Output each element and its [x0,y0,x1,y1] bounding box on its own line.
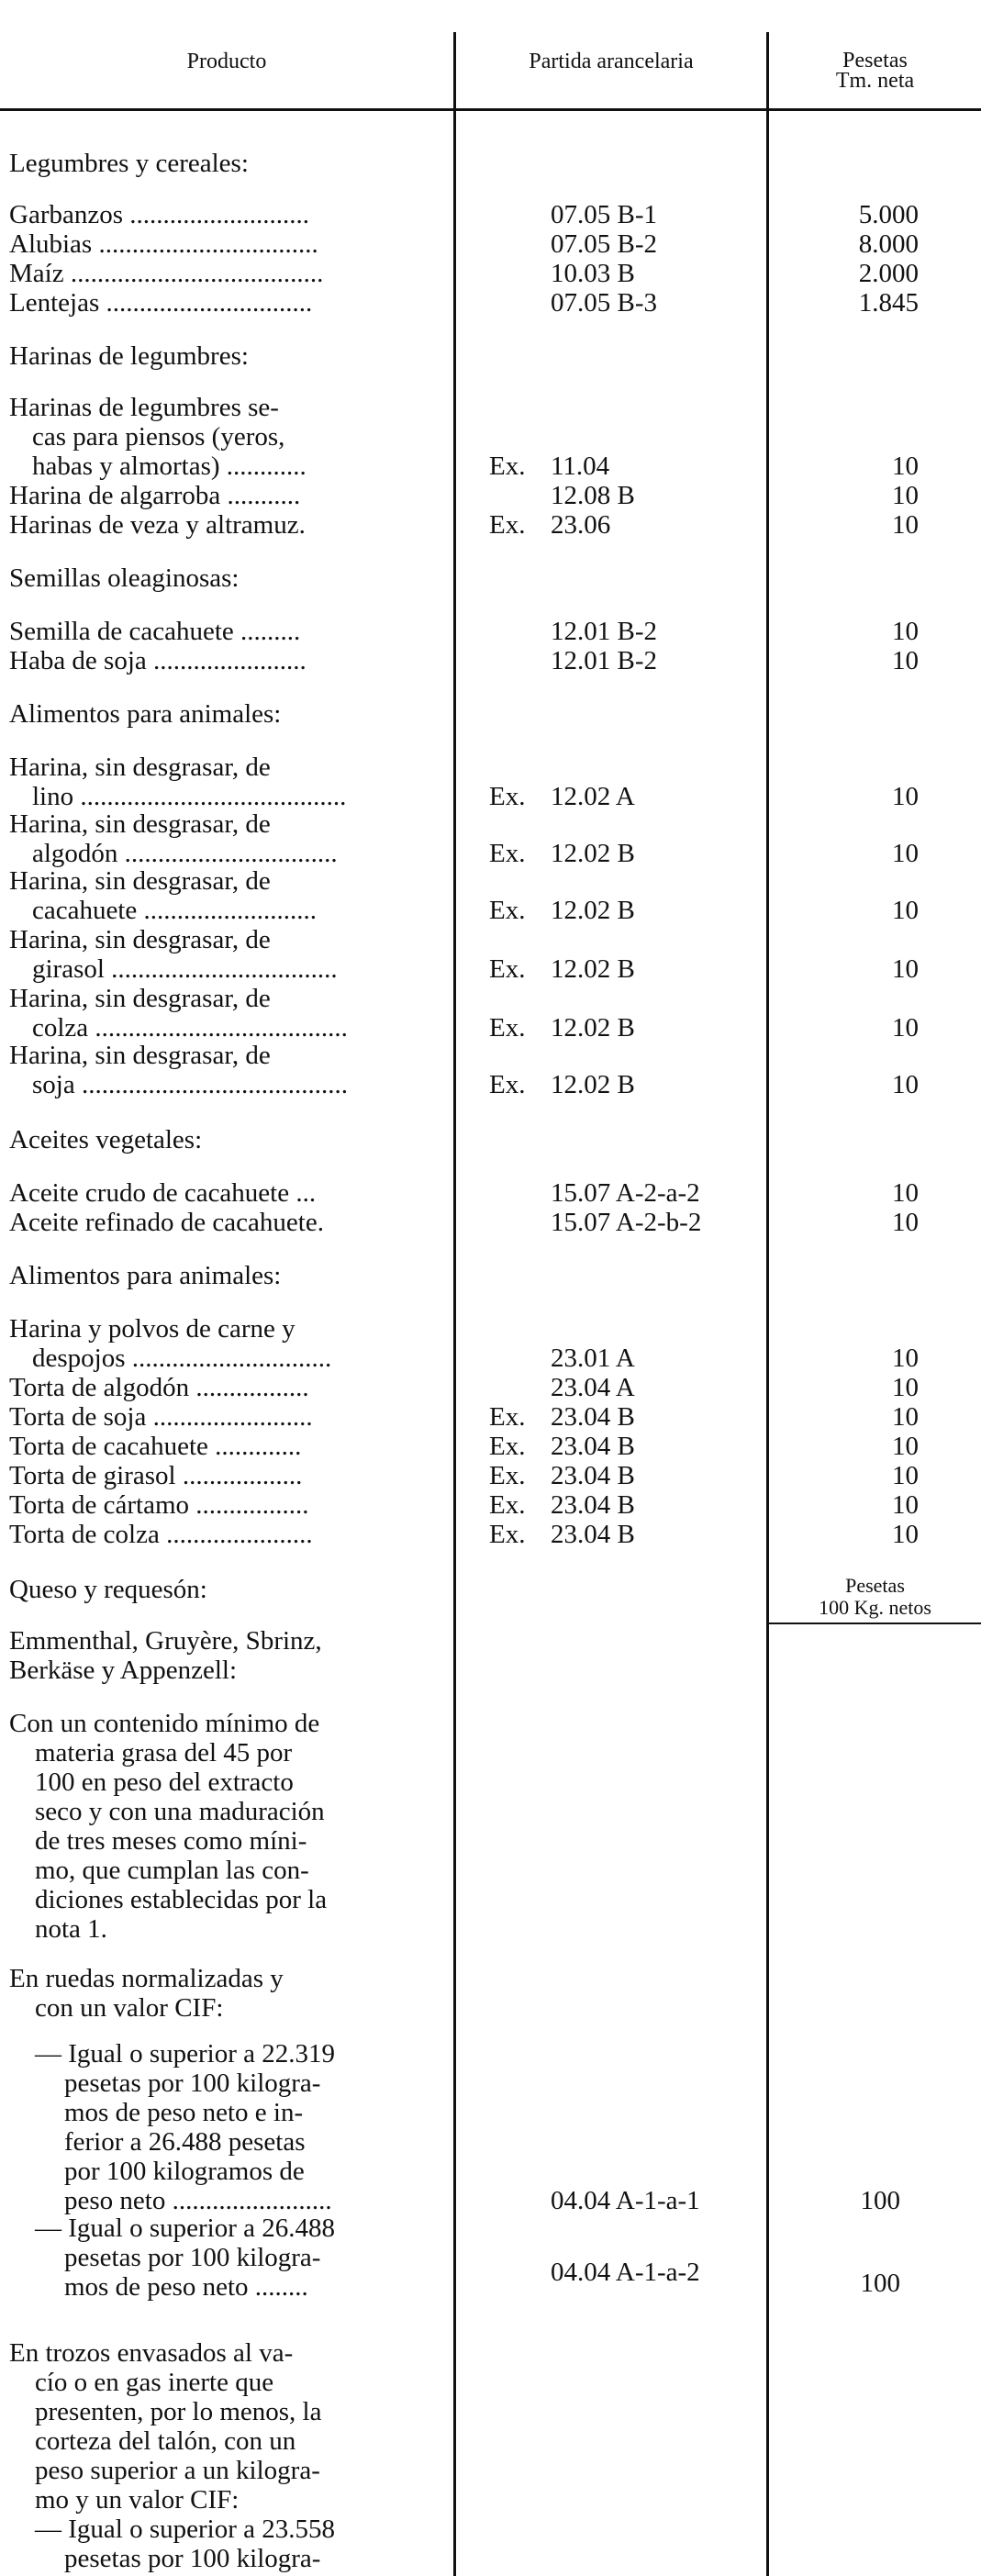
product-label: Torta de soja ........................ [9,1402,313,1432]
table-row [0,452,981,481]
table-row [0,510,981,540]
tariff-code: 12.02 A [551,782,635,811]
text-line: pesetas por 100 kilogra- [64,2544,321,2573]
price-value: 10 [892,1490,919,1520]
text-line: pesetas por 100 kilogra- [64,2069,321,2098]
ex-marker: Ex. [489,782,526,811]
text-line: presenten, por lo menos, la [35,2397,322,2426]
tariff-code: 12.02 B [551,1013,635,1043]
tariff-code: 12.01 B-2 [551,646,657,675]
price-value: 10 [892,452,919,481]
table-row [0,1490,981,1520]
text-line: — Igual o superior a 22.319 [35,2039,335,2069]
paragraph-trozos [0,2338,321,2515]
tariff-code: 12.08 B [551,481,635,510]
product-label: despojos .............................. [32,1344,332,1373]
table-row [0,288,981,318]
product-label: colza ...................................... [32,1013,348,1043]
price-value: 100 [860,2186,900,2215]
emmenthal-line2: Berkäse y Appenzell: [9,1656,238,1685]
product-label: habas y almortas) ............ [32,452,307,481]
text-line: mos de peso neto ........ [64,2272,308,2302]
text-line: 100 en peso del extracto [35,1768,294,1797]
product-label: Harinas de veza y altramuz. [9,510,306,540]
tariff-code: 07.05 B-1 [551,200,657,229]
list-item [0,2515,335,2573]
price-value: 10 [892,1520,919,1549]
price-value: 2.000 [858,259,919,288]
price-value: 10 [892,1208,919,1237]
table-row [0,839,981,868]
unit-header [769,1575,981,1619]
section-alimentos-2: Alimentos para animales: [9,1261,282,1290]
text-line: de tres meses como míni- [35,1826,307,1856]
text-line: pesetas por 100 kilogra- [64,2243,321,2272]
section-legumbres: Legumbres y cereales: [9,149,249,178]
table-row [0,954,981,984]
ex-marker: Ex. [489,1490,526,1520]
product-label: Aceite crudo de cacahuete ... [9,1178,317,1208]
ex-marker: Ex. [489,839,526,868]
table-row [0,1041,981,1070]
emmenthal-line1: Emmenthal, Gruyère, Sbrinz, [9,1626,322,1656]
table-row [0,1402,981,1432]
price-value: 10 [892,1373,919,1402]
section-semillas: Semillas oleaginosas: [9,563,240,593]
text-line: — Igual o superior a 23.558 [35,2515,335,2544]
product-label: soja ........................................ [32,1070,348,1099]
price-value: 10 [892,1402,919,1432]
header-pesetas [769,50,981,91]
product-label: cacahuete .......................... [32,896,318,925]
tariff-code: 23.04 B [551,1432,635,1461]
table-row [0,646,981,675]
table-row [0,1208,981,1237]
price-value: 10 [892,896,919,925]
table-row [0,984,981,1013]
tariff-code: 15.07 A-2-a-2 [551,1178,700,1208]
section-alimentos-1: Alimentos para animales: [9,699,282,729]
unit-line1: Pesetas [845,1574,905,1597]
price-value: 10 [892,481,919,510]
header-pesetas-line1: Pesetas [842,49,908,72]
price-value: 10 [892,1461,919,1490]
tariff-code: 12.02 B [551,1070,635,1099]
price-value: 10 [892,646,919,675]
product-label: Torta de algodón ................. [9,1373,309,1402]
text-line: mo y un valor CIF: [35,2485,240,2515]
tariff-code: 23.04 B [551,1490,635,1520]
tariff-code: 15.07 A-2-b-2 [551,1208,702,1237]
table-row [0,1520,981,1549]
text-line: diciones establecidas por la [35,1885,328,1914]
product-label: Torta de cacahuete ............. [9,1432,302,1461]
product-label: Harina, sin desgrasar, de [9,809,271,839]
tariff-code: 23.04 B [551,1461,635,1490]
product-label: Alubias ................................. [9,229,318,259]
table-row [0,229,981,259]
ex-marker: Ex. [489,1520,526,1549]
header-rule [0,108,981,111]
product-label: Torta de cártamo ................. [9,1490,309,1520]
section-queso: Queso y requesón: [9,1575,207,1604]
unit-rule [767,1623,981,1624]
header-product: Producto [186,50,267,73]
table-row [0,1314,981,1344]
product-label: Lentejas ............................... [9,288,313,318]
text-line: con un valor CIF: [35,1993,224,2023]
price-value: 10 [892,1432,919,1461]
price-value: 10 [892,1344,919,1373]
price-value: 10 [892,1013,919,1043]
product-label: lino ........................................ [32,782,347,811]
paragraph-contenido [0,1709,327,1944]
price-value: 10 [892,782,919,811]
table-row [0,753,981,782]
text-line: peso neto ........................ [64,2186,332,2215]
tariff-code: 04.04 A-1-a-1 [551,2186,700,2215]
product-label: Harinas de legumbres se- [9,393,279,422]
price-value: 10 [892,617,919,646]
ex-marker: Ex. [489,954,526,984]
product-label: Harina, sin desgrasar, de [9,753,271,782]
text-line: corteza del talón, con un [35,2426,296,2456]
tariff-code: 23.04 B [551,1520,635,1549]
tariff-code: 11.04 [551,452,610,481]
product-label: Harina, sin desgrasar, de [9,984,271,1013]
price-value: 10 [892,1070,919,1099]
table-row [0,200,981,229]
tariff-code: 12.02 B [551,839,635,868]
price-value: 100 [860,2269,900,2298]
table-row [0,1178,981,1208]
price-value: 10 [892,510,919,540]
table-row [0,925,981,954]
ex-marker: Ex. [489,1070,526,1099]
table-row [0,422,981,452]
product-label: Harina y polvos de carne y [9,1314,295,1344]
table-row [0,1461,981,1490]
section-aceites: Aceites vegetales: [9,1125,203,1154]
paragraph-ruedas [0,1964,284,2023]
table-row [0,782,981,811]
product-label: Haba de soja ....................... [9,646,307,675]
unit-line2: 100 Kg. netos [819,1596,931,1619]
text-line: por 100 kilogramos de [64,2157,305,2186]
ex-marker: Ex. [489,1402,526,1432]
text-line: En ruedas normalizadas y [9,1964,284,1993]
tariff-code: 23.06 [551,510,611,540]
table-row [0,2186,981,2215]
tariff-code: 12.01 B-2 [551,617,657,646]
ex-marker: Ex. [489,452,526,481]
text-line: nota 1. [35,1914,107,1944]
text-line: materia grasa del 45 por [35,1738,293,1768]
tariff-code: 23.04 A [551,1373,635,1402]
tariff-code: 23.01 A [551,1344,635,1373]
text-line: mo, que cumplan las con- [35,1856,309,1885]
product-label: Torta de girasol .................. [9,1461,303,1490]
ex-marker: Ex. [489,1461,526,1490]
product-label: Torta de colza ...................... [9,1520,313,1549]
header-tariff: Partida arancelaria [529,50,694,73]
product-label: Maíz ...................................... [9,259,324,288]
tariff-code: 23.04 B [551,1402,635,1432]
product-label: Harina, sin desgrasar, de [9,925,271,954]
table-row [0,1432,981,1461]
product-label: Garbanzos ........................... [9,200,310,229]
tariff-code: 12.02 B [551,896,635,925]
table-row [0,1344,981,1373]
table-row [0,617,981,646]
price-value: 1.845 [858,288,919,318]
product-label: Aceite refinado de cacahuete. [9,1208,324,1237]
text-line: ferior a 26.488 pesetas [64,2127,306,2157]
price-value: 10 [892,1178,919,1208]
tariff-code: 04.04 A-1-a-2 [551,2258,700,2287]
product-label: cas para piensos (yeros, [32,422,285,452]
text-line: peso superior a un kilogra- [35,2456,320,2485]
price-value: 10 [892,954,919,984]
ex-marker: Ex. [489,510,526,540]
table-row [0,481,981,510]
tariff-code: 07.05 B-3 [551,288,657,318]
text-line: seco y con una maduración [35,1797,325,1826]
table-row [0,1373,981,1402]
price-value: 10 [892,839,919,868]
text-line: cío o en gas inerte que [35,2368,274,2397]
table-row [0,809,981,839]
table-row [0,1013,981,1043]
tariff-code: 07.05 B-2 [551,229,657,259]
tariff-code: 10.03 B [551,259,635,288]
table-row [0,2258,981,2298]
table-row [0,259,981,288]
product-label: girasol .................................. [32,954,338,984]
text-line: — Igual o superior a 26.488 [35,2214,335,2243]
text-line: mos de peso neto e in- [64,2098,304,2127]
ex-marker: Ex. [489,896,526,925]
tariff-code: 12.02 B [551,954,635,984]
product-label: algodón ................................ [32,839,338,868]
table-row [0,393,981,422]
product-label: Semilla de cacahuete ......... [9,617,301,646]
price-value: 5.000 [858,200,919,229]
product-label: Harina, sin desgrasar, de [9,866,271,896]
product-label: Harina, sin desgrasar, de [9,1041,271,1070]
table-row [0,1070,981,1099]
text-line: En trozos envasados al va- [9,2338,294,2368]
section-harinas: Harinas de legumbres: [9,341,249,371]
price-value: 8.000 [858,229,919,259]
header-pesetas-line2: Tm. neta [835,69,915,93]
table-row [0,866,981,896]
ex-marker: Ex. [489,1432,526,1461]
table-row [0,896,981,925]
ex-marker: Ex. [489,1013,526,1043]
product-label: Harina de algarroba ........... [9,481,301,510]
text-line: Con un contenido mínimo de [9,1709,320,1738]
